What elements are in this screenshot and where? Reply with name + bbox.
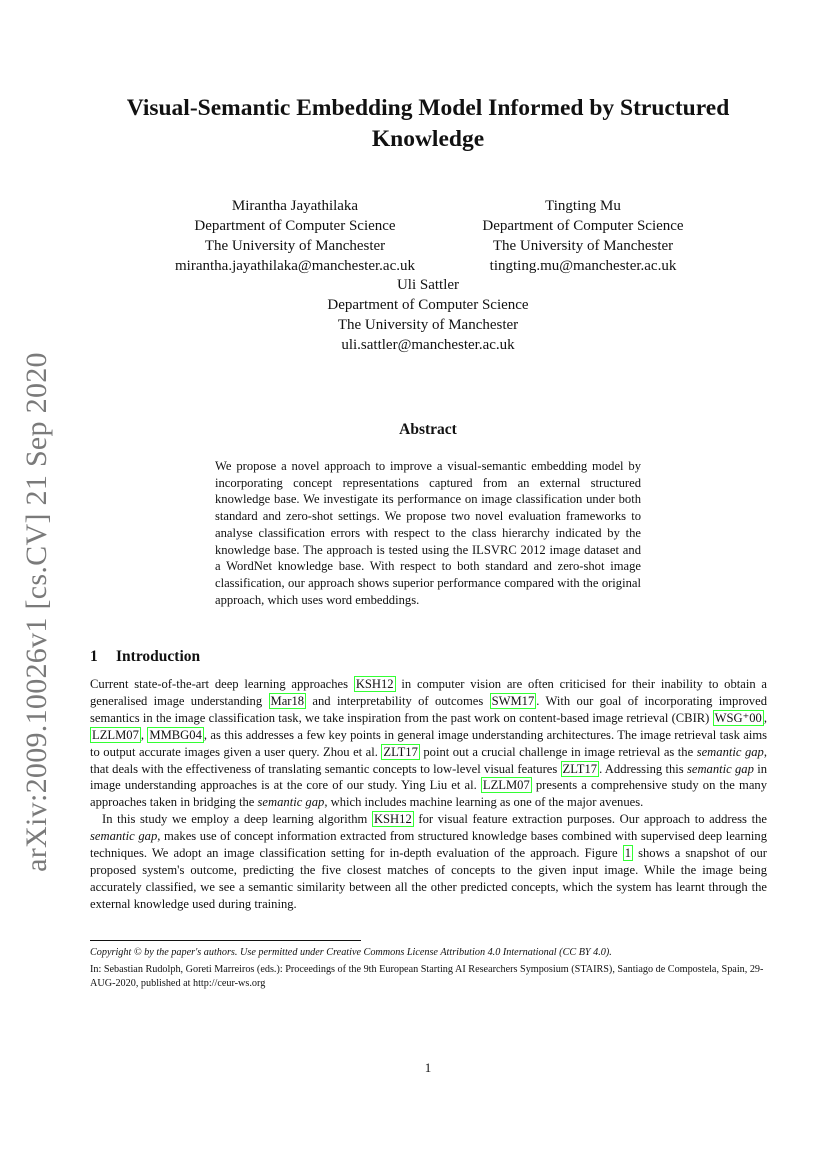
author-university: The University of Manchester xyxy=(492,238,674,254)
author-block xyxy=(278,275,578,355)
intro-paragraph: Current state-of-the-art deep learning approaches KSH12 in computer vision are often criticised for their inability to obtain a generalised image understanding Mar18 and interpretability of outcomes SWM17 . With our goal of incorporating improved semantics in the image classification task, we take inspiration from the past work on content-based image retrieval (CBIR) WSG⁺00 , LZLM07 , MMBG04 , as this addresses a few key points in general image understanding architectures. The image retrieval task aims to output accurate images given a user query. Zhou et al. ZLT17 point out a crucial challenge in image retrieval as the semantic gap, that deals with the effectiveness of translating semantic concepts to low-level visual features ZLT17 . Addressing this semantic gap in image understanding approaches is at the core of our study. Ying Liu et al. LZLM07 presents a comprehensive study on the many approaches taken in bridging the semantic gap, which includes machine learning as one of the major avenues. xyxy=(90,677,768,810)
abstract-text: We propose a novel approach to improve a visual-semantic embedding model by incorporating concept representations captured from an external structured knowledge base. We investigate its performance on image classification under both standard and zero-shot settings. We propose two novel evaluation frameworks to analyse classification errors with respect to the class hierarchy indicated by the knowledge base. The approach is tested using the ILSVRC 2012 image dataset and a WordNet knowledge base. With respect to both standard and zero-shot image classification, our approach shows superior performance compared with the original approach, which uses word embeddings. xyxy=(215,459,641,607)
citation-link[interactable]: ZLT17 xyxy=(383,744,418,759)
author-name: Mirantha Jayathilaka xyxy=(231,198,359,214)
author-name: Uli Sattler xyxy=(396,277,460,293)
abstract-heading: Abstract xyxy=(399,421,457,438)
author-block xyxy=(458,196,708,276)
intro-paragraph: In this study we employ a deep learning algorithm KSH12 for visual feature extraction purposes. Our approach to address the semantic gap, makes use of concept information extracted from structured knowledge bases combined with supervised deep learning techniques. We adopt an image classification setting for in-depth evaluation of the approach. Figure 1 shows a snapshot of our proposed system's outcome, predicting the five closest matches of concepts to the given input image. While the image being accurately classified, we see a semantic similarity between all the other predicted concepts, which the system has learnt through the external knowledge used during training. xyxy=(90,812,767,911)
emphasized-term: semantic gap xyxy=(686,761,754,776)
citation-link[interactable]: MMBG04 xyxy=(149,727,202,742)
author-university: The University of Manchester xyxy=(204,238,386,254)
emphasized-term: semantic gap xyxy=(90,829,158,844)
section-heading xyxy=(90,648,200,666)
emphasized-term: semantic gap xyxy=(696,744,764,759)
author-university: The University of Manchester xyxy=(337,317,519,333)
author-department: Department of Computer Science xyxy=(194,218,396,234)
citation-link[interactable]: LZLM07 xyxy=(92,727,139,742)
section-title: Introduction xyxy=(116,648,201,665)
author-block xyxy=(145,196,445,276)
author-department: Department of Computer Science xyxy=(327,297,529,313)
footnote-rule xyxy=(90,940,361,941)
citation-link[interactable]: 1 xyxy=(624,846,631,861)
citation-link[interactable]: SWM17 xyxy=(491,693,535,708)
author-email: uli.sattler@manchester.ac.uk xyxy=(341,337,515,353)
citation-link[interactable]: WSG⁺00 xyxy=(714,710,762,725)
author-name: Tingting Mu xyxy=(545,198,621,214)
proceedings-note: In: Sebastian Rudolph, Goreti Marreiros (eds.): Proceedings of the 9th European Starting AI Researchers Symposium (STAIRS), Santiago de Compostela, Spain, 29-AUG-2020, published at http://ceur-ws.org xyxy=(90,964,764,989)
citation-link[interactable]: KSH12 xyxy=(355,677,394,691)
introduction-body xyxy=(90,676,767,913)
paper-title: Visual-Semantic Embedding Model Informed by Structured Knowledge xyxy=(126,95,730,152)
citation-link[interactable]: KSH12 xyxy=(373,812,412,827)
citation-link[interactable]: Mar18 xyxy=(270,693,305,708)
citation-link[interactable]: ZLT17 xyxy=(562,761,598,776)
arxiv-stamp: arXiv:2009.10026v1 [cs.CV] 21 Sep 2020 xyxy=(20,352,53,872)
citation-link[interactable]: LZLM07 xyxy=(482,778,530,793)
copyright-note: Copyright © by the paper's authors. Use permitted under Creative Commons License Attribution 4.0 International (CC BY 4.0). xyxy=(90,947,612,958)
author-email: tingting.mu@manchester.ac.uk xyxy=(489,258,677,274)
author-email: mirantha.jayathilaka@manchester.ac.uk xyxy=(175,258,415,274)
section-number: 1 xyxy=(90,648,98,665)
emphasized-term: semantic gap xyxy=(257,795,325,810)
page-number: 1 xyxy=(424,1060,432,1075)
author-department: Department of Computer Science xyxy=(482,218,684,234)
